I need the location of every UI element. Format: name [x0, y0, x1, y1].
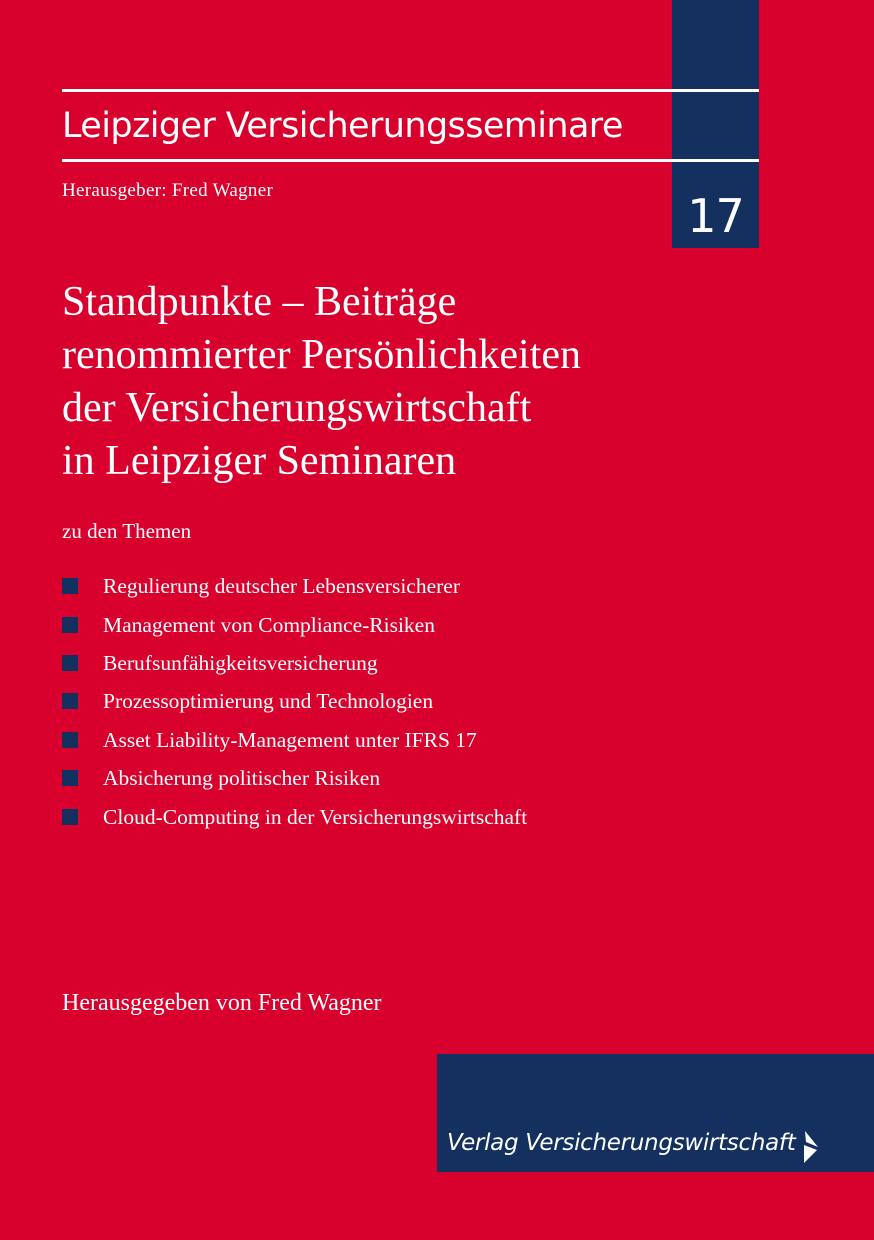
topic-label: Management von Compliance-Risiken [103, 612, 435, 637]
series-editor: Herausgeber: Fred Wagner [62, 180, 274, 201]
square-bullet-icon [62, 770, 78, 786]
topic-item [62, 605, 527, 643]
topic-label: Berufsunfähigkeitsversicherung [103, 650, 378, 675]
square-bullet-icon [62, 617, 78, 633]
topic-list [62, 567, 527, 836]
square-bullet-icon [62, 809, 78, 825]
topic-label: Regulierung deutscher Lebensversicherer [103, 574, 460, 599]
book-title-line: der Versicherungswirtschaft [62, 385, 532, 431]
topic-item [62, 682, 527, 720]
editor-credit: Herausgegeben von Fred Wagner [62, 990, 382, 1016]
topic-item [62, 797, 527, 835]
square-bullet-icon [62, 655, 78, 671]
publisher-name: Verlag Versicherungswirtschaft [447, 1130, 796, 1156]
topic-label: Asset Liability-Management unter IFRS 17 [103, 727, 477, 752]
series-title: Leipziger Versicherungsseminare [62, 106, 623, 146]
square-bullet-icon [62, 693, 78, 709]
topic-label: Cloud-Computing in der Versicherungswirtschaft [103, 804, 528, 829]
publisher-banner [437, 1054, 874, 1172]
volume-badge [672, 0, 759, 248]
topic-item [62, 721, 527, 759]
book-title-line: renommierter Persönlichkeiten [62, 332, 581, 378]
topic-item [62, 644, 527, 682]
volume-number: 17 [687, 189, 744, 243]
topic-item [62, 567, 527, 605]
series-rule-top [62, 89, 759, 92]
square-bullet-icon [62, 732, 78, 748]
topic-label: Prozessoptimierung und Technologien [103, 689, 434, 714]
square-bullet-icon [62, 578, 78, 594]
series-rule-bottom [62, 159, 759, 162]
topic-label: Absicherung politischer Risiken [103, 766, 381, 791]
topics-intro: zu den Themen [62, 519, 192, 543]
book-title [62, 276, 742, 488]
book-title-line: in Leipziger Seminaren [62, 438, 457, 484]
topic-item [62, 759, 527, 797]
publisher-sail-logo-icon [799, 1130, 819, 1164]
book-title-line: Standpunkte – Beiträge [62, 279, 457, 325]
